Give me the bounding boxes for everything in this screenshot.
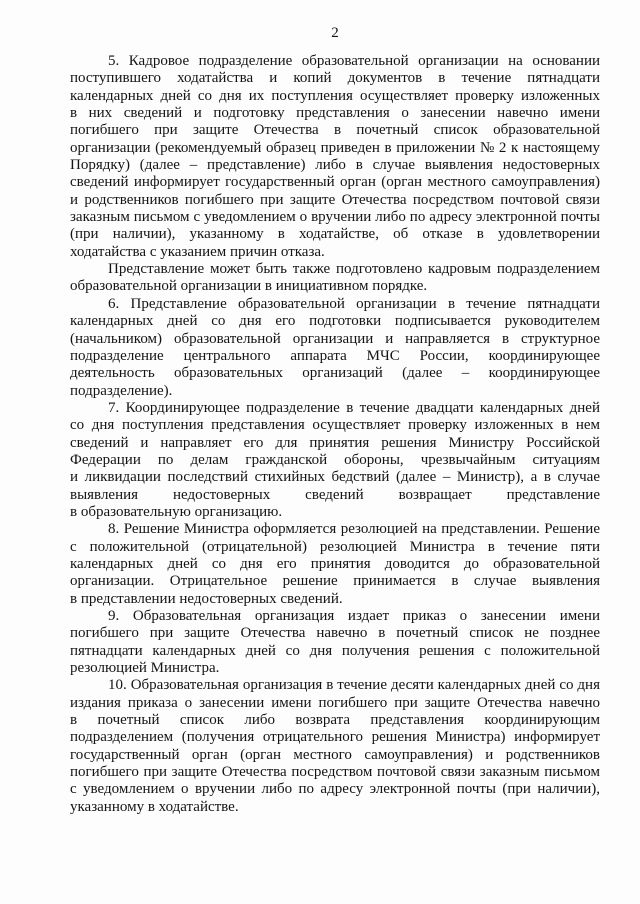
text-line-content: заказным письмом с уведомлением о вручении либо по адресу электронной почты — [70, 209, 600, 226]
text-line-content: в представлении недостоверных сведений. — [70, 590, 343, 607]
text-line-content: указанному в ходатайстве. — [70, 798, 239, 815]
text-line — [70, 417, 600, 434]
text-line-content: в них сведений и подготовку представления о занесении навечно имени — [70, 105, 600, 122]
text-line-content: государственный орган (орган местного самоуправления) и родственников — [70, 746, 600, 763]
text-line — [70, 487, 600, 504]
text-line-content: выявления недостоверных сведений возвращает представление — [70, 486, 600, 503]
paragraph — [70, 400, 600, 521]
text-line-content: организации. Отрицательное решение принимается в случае выявления — [70, 573, 600, 590]
text-line-content: ходатайства с указанием причин отказа. — [70, 243, 325, 260]
text-line-content: издания приказа о занесении имени погибшего при защите Отечества навечно — [70, 694, 600, 711]
paragraph — [70, 608, 600, 677]
text-line — [70, 712, 600, 729]
text-line — [70, 643, 600, 660]
text-line — [70, 331, 600, 348]
text-line-content: и ликвидации последствий стихийных бедствий (далее – Министр), а в случае — [70, 469, 600, 486]
text-line-content: Порядку) (далее – представление) либо в случае выявления недостоверных — [70, 157, 600, 174]
text-line-content: подразделение центрального аппарата МЧС России, координирующее — [70, 347, 600, 364]
text-line-content: с уведомлением о вручении либо по адресу электронной почты (при наличии), — [70, 781, 600, 798]
text-line-content: подразделением (получения отрицательного решения Министра) информирует — [70, 729, 600, 746]
text-line-content: со дня поступления представления осуществляет проверку изложенных в нем — [70, 417, 600, 434]
text-line-content: Федерации по делам гражданской обороны, чрезвычайным ситуациям — [70, 451, 600, 468]
text-line — [70, 383, 600, 400]
text-line-content: погибшего при защите Отечества в почетный список образовательной — [70, 122, 600, 139]
text-line — [70, 192, 600, 209]
text-line-content: в почетный список либо возврата представления координирующим — [70, 712, 600, 729]
text-line-content: сведений и направляет его для принятия решения Министру Российской — [70, 434, 600, 451]
text-line — [70, 313, 600, 330]
text-line — [70, 781, 600, 798]
text-line-content: и родственников погибшего при защите Отечества посредством почтовой связи — [70, 191, 600, 208]
text-line — [70, 573, 600, 590]
paragraph — [70, 53, 600, 261]
text-line-content: в образовательную организацию. — [70, 503, 283, 520]
text-line — [70, 226, 600, 243]
text-line — [70, 105, 600, 122]
text-line — [70, 591, 600, 608]
text-line-content: организации (рекомендуемый образец приведен в приложении № 2 к настоящему — [70, 139, 600, 156]
page-number: 2 — [331, 25, 339, 41]
text-line — [70, 365, 600, 382]
text-line — [70, 625, 600, 642]
text-line-content: Представление может быть также подготовлено кадровым подразделением — [108, 261, 600, 278]
text-line — [70, 261, 600, 278]
text-line-content: 6. Представление образовательной организации в течение пятнадцати — [108, 295, 600, 312]
text-line — [70, 521, 600, 538]
text-line-content: 5. Кадровое подразделение образовательной организации на основании — [108, 53, 600, 69]
text-line-content: (при наличии), указанному в ходатайстве, об отказе в удовлетворении — [70, 226, 600, 243]
text-line — [70, 296, 600, 313]
text-line — [70, 70, 600, 87]
text-line — [70, 122, 600, 139]
text-line — [70, 556, 600, 573]
text-line-content: образовательной организации в инициативном порядке. — [70, 278, 428, 295]
paragraph — [70, 521, 600, 608]
text-line — [70, 799, 600, 816]
text-line-content: подразделение). — [70, 382, 173, 399]
text-line — [70, 677, 600, 694]
paragraph — [70, 261, 600, 296]
text-line — [70, 53, 600, 70]
paragraph — [70, 296, 600, 400]
text-line — [70, 729, 600, 746]
text-line-content: пятнадцати календарных дней со дня получения решения с положительной — [70, 642, 600, 659]
text-line — [70, 608, 600, 625]
text-line-content: календарных дней со дня их поступления осуществляет проверку изложенных — [70, 87, 600, 104]
text-line — [70, 469, 600, 486]
text-line — [70, 660, 600, 677]
text-line — [70, 452, 600, 469]
text-line — [70, 348, 600, 365]
text-line-content: 8. Решение Министра оформляется резолюцией на представлении. Решение — [108, 521, 600, 538]
text-line-content: 10. Образовательная организация в течение десяти календарных дней со дня — [108, 677, 600, 694]
text-line — [70, 400, 600, 417]
text-line — [70, 140, 600, 157]
text-line-content: резолюцией Министра. — [70, 660, 220, 677]
text-line — [70, 764, 600, 781]
text-line-content: погибшего при защите Отечества навечно в почетный список не позднее — [70, 625, 600, 642]
text-line — [70, 157, 600, 174]
text-line-content: (начальником) образовательной организации и направляется в структурное — [70, 330, 600, 347]
text-line — [70, 539, 600, 556]
text-line — [70, 278, 600, 295]
text-line — [70, 747, 600, 764]
text-line — [70, 435, 600, 452]
text-line-content: сведений информирует государственный орган (орган местного самоуправления) — [70, 174, 600, 191]
text-line — [70, 695, 600, 712]
text-line-content: деятельность образовательных организаций (далее – координирующее — [70, 365, 600, 382]
text-line — [70, 209, 600, 226]
paragraph — [70, 677, 600, 816]
text-line-content: с положительной (отрицательной) резолюцией Министра в течение пяти — [70, 538, 600, 555]
text-line-content: календарных дней со дня его подготовки подписывается руководителем — [70, 313, 600, 330]
text-line-content: 7. Координирующее подразделение в течение двадцати календарных дней — [108, 399, 600, 416]
text-line — [70, 244, 600, 261]
text-line-content: 9. Образовательная организация издает приказ о занесении имени — [108, 608, 600, 624]
text-line-content: погибшего при защите Отечества посредством почтовой связи заказным письмом — [70, 764, 600, 781]
text-line-content: календарных дней со дня его принятия доводится до образовательной — [70, 555, 600, 572]
document-body — [70, 53, 600, 816]
text-line — [70, 504, 600, 521]
text-line — [70, 88, 600, 105]
text-line — [70, 174, 600, 191]
text-line-content: поступившего ходатайства и копий документов в течение пятнадцати — [70, 70, 600, 87]
